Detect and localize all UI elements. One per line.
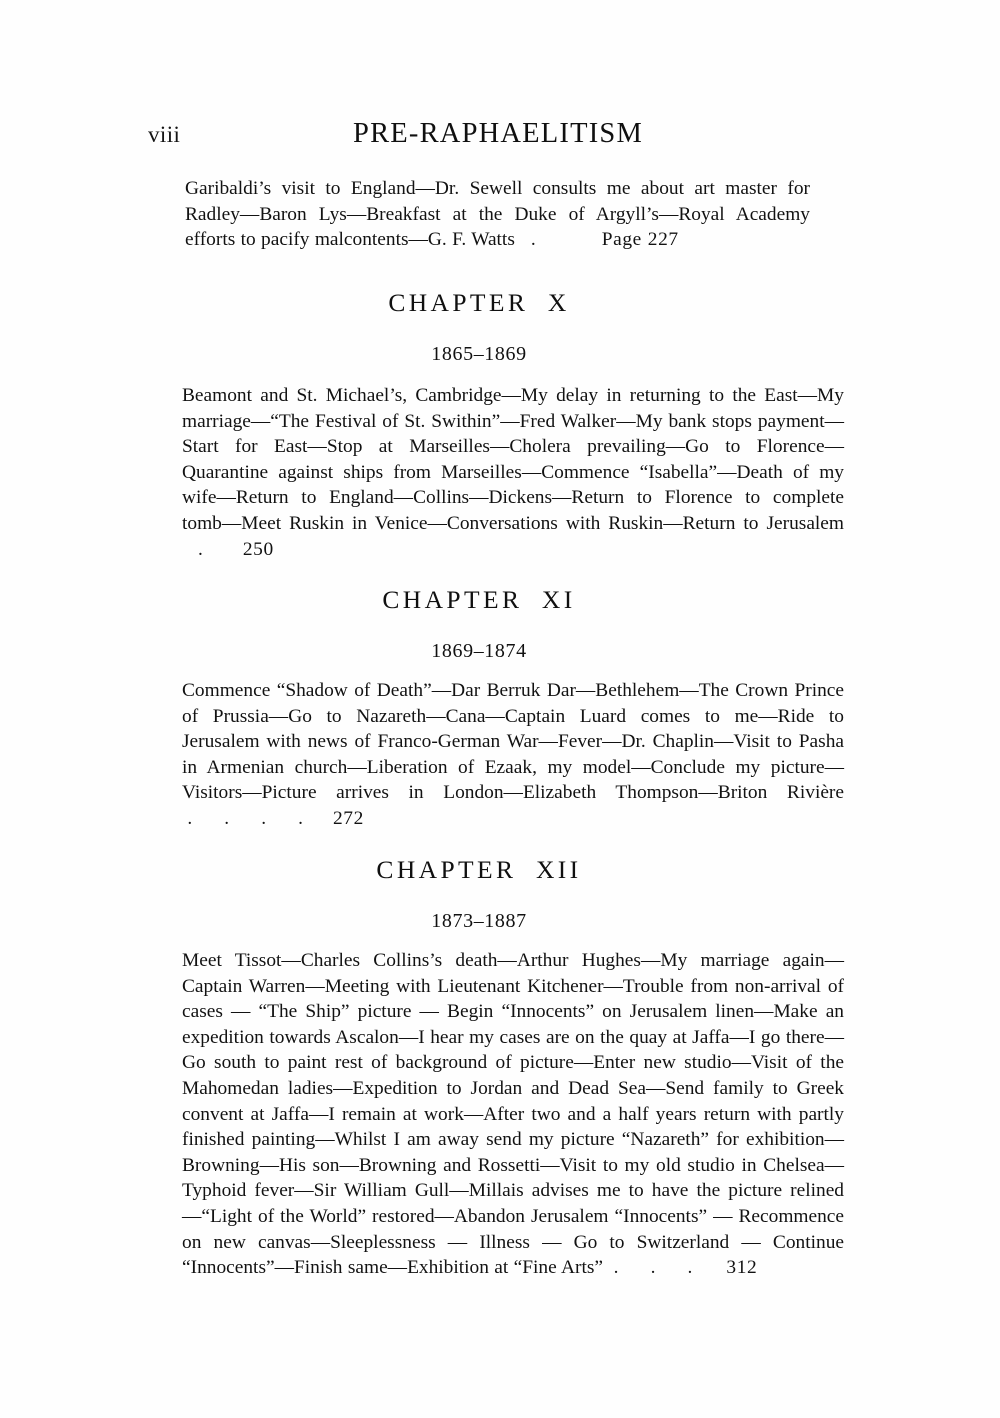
- chapter-heading-xi: [148, 585, 810, 663]
- contents-entry-continued: [185, 176, 810, 253]
- entry-page-number: 312: [726, 1257, 758, 1279]
- leader-dots: . . . .: [182, 807, 303, 829]
- contents-entry-chapter-xii: [148, 948, 844, 1281]
- chapter-title: CHAPTER XII: [376, 855, 582, 884]
- entry-summary-text: [182, 383, 844, 562]
- entry-summary-text: [182, 678, 844, 832]
- contents-entry-chapter-x: [148, 383, 844, 562]
- leader-dots: .: [182, 538, 203, 560]
- entry-summary: Meet Tissot—Charles Collins’s death—Arthur Hughes—My marriage again—Captain Warren—Meeting with Lieutenant Kitchener—Trouble from non-arrival of cases — “The Ship” picture — Begin “Innocents” on Jerusalem linen—Make an expedition towards Ascalon—I hear my cases are on the quay at Jaffa—I go there—Go south to paint rest of background of picture—Enter new studio—Visit of the Mahomedan ladies—Expedition to Jordan and Dead Sea—Send family to Greek convent at Jaffa—I remain at work—After two and a half years return with partly finished painting—Whilst I am away send my picture “Nazareth” for exhibition—Browning—His son—Browning and Rossetti—Visit to my old studio in Chelsea—Typhoid fever—Sir William Gull—Millais advises me to have the picture relined—“Light of the World” restored—Abandon Jerusalem “Innocents” — Recommence on new canvas—Sleeplessness — Illness — Go to Switzerland — Continue “Innocents”—Finish same—Exhibition at “Fine Arts”: [182, 950, 844, 1279]
- chapter-years: 1865–1869: [431, 343, 527, 365]
- leader-dots: . . .: [602, 1257, 693, 1279]
- contents-entry-chapter-xi: [148, 678, 844, 832]
- chapter-years: 1869–1874: [431, 640, 527, 662]
- chapter-heading-xii: [148, 855, 810, 933]
- chapter-years: 1873–1887: [431, 910, 527, 932]
- entry-page-number: 250: [242, 538, 274, 560]
- page-title: PRE-RAPHAELITISM: [353, 118, 643, 149]
- folio-number: viii: [148, 122, 181, 147]
- entry-summary: Garibaldi’s visit to England—Dr. Sewell consults me about art master for Radley—Baron Lys—Breakfast at the Duke of Argyll’s—Royal Academy efforts to pacify malcontents—G. F. Watts: [185, 178, 810, 251]
- chapter-title: CHAPTER XI: [382, 585, 576, 614]
- chapter-title: CHAPTER X: [388, 288, 570, 317]
- entry-page-number: 272: [333, 807, 364, 829]
- entry-page-label: Page 227: [601, 229, 679, 251]
- entry-summary: Beamont and St. Michael’s, Cambridge—My delay in returning to the East—My marriage—“The Festival of St. Swithin”—Fred Walker—My bank stops payment—Start for East—Stop at Marseilles—Cholera prevailing—Go to Florence—Quarantine against ships from Marseilles—Commence “Isabella”—Death of my wife—Return to England—Collins—Dickens—Return to Florence to complete tomb—Meet Ruskin in Venice—Conversations with Ruskin—Return to Jerusalem: [182, 385, 844, 534]
- entry-summary-text: [182, 948, 844, 1281]
- entry-summary-text: [185, 176, 810, 253]
- chapter-heading-x: [148, 288, 810, 366]
- running-head: [148, 118, 810, 152]
- leader-dots: .: [514, 229, 536, 251]
- entry-summary: Commence “Shadow of Death”—Dar Berruk Dar—Bethlehem—The Crown Prince of Prussia—Go to Nazareth—Cana—Captain Luard comes to me—Ride to Jerusalem with news of Franco-German War—Fever—Dr. Chaplin—Visit to Pasha in Armenian church—Liberation of Ezaak, my model—Conclude my picture—Visitors—Picture arrives in London—Elizabeth Thompson—Briton Rivière: [182, 680, 844, 804]
